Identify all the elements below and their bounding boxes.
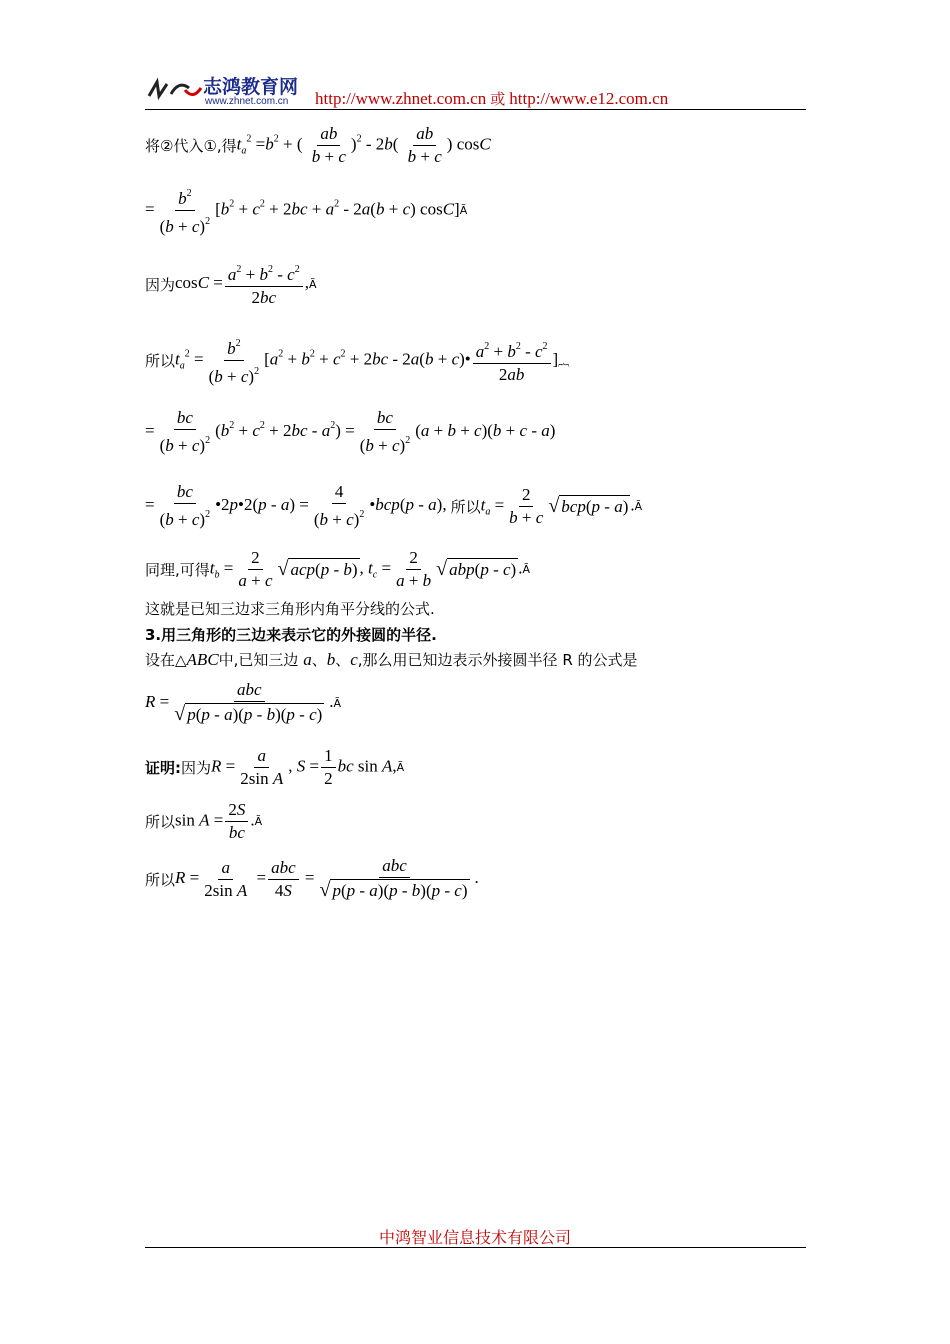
equation: R = abc √ p(p - a)(p - b)(p - c) . (145, 680, 334, 725)
equation-line-5 (145, 408, 555, 456)
text: 所以 (450, 497, 481, 516)
text: 因为 (145, 275, 176, 294)
header-rule (145, 109, 806, 110)
text: 所以 (145, 352, 176, 370)
equation-mark: Ã (634, 499, 643, 513)
equation: sin A = $\frac{2S}{bc}$ . (175, 800, 255, 842)
equation-mark: Ã (396, 761, 405, 774)
text: 所以 (145, 813, 176, 831)
equation: $t_a^2$ = $\frac{b^2}{(b + c)^2}$ [$a^2 + b^2 + c^2 + 2bc - 2a(b$ + c)• $\frac{a^2 + b^2 - c^2}{2ab}$ ] (175, 334, 558, 387)
footer-rule (145, 1247, 806, 1248)
equation: = $\frac{bc}{(b + c)^2}$ •2p•2(p - a) = $\frac{4}{(b + c)^2}$ •bcp(p - a), (145, 482, 447, 529)
logo-icon (145, 76, 205, 102)
equation-mark: ︷ (558, 354, 570, 368)
equation-line-6 (145, 482, 642, 530)
text: 因为 (181, 759, 212, 777)
equation-line-4 (145, 334, 569, 387)
header-links (315, 88, 668, 109)
logo-url: www.zhnet.com.cn (205, 96, 289, 107)
proof-line-2 (145, 800, 262, 843)
equation: cosC = $\frac{a^2 + b^2 - c^2}{2bc}$ , (175, 260, 309, 308)
equation: $t_a$ = $\frac{2}{b + c}$ √ bcp(p - a) . (480, 484, 635, 527)
link-e12[interactable]: http://www.e12.com.cn (509, 89, 669, 108)
text: 所以 (145, 870, 176, 889)
paragraph-setup: 设在△ABC中,已知三边 a、b、c,那么用已知边表示外接圆半径 R 的公式是 (145, 650, 638, 669)
equation-mark: Ã (459, 204, 468, 217)
equation: = $\frac{bc}{(b + c)^2}$ $(b^2 + c^2 + 2bc - a^2)$ = $\frac{bc}{(b + c)^2}$ (a + b + c)(b + c - a) (145, 408, 556, 455)
text: 将②代入①,得 (145, 137, 237, 155)
equation-line-r (145, 680, 341, 726)
equation: $t_a^2 =b^2$ + ( $\frac{ab}{b + c}$ )$^2$ - 2b( $\frac{ab}{b + c}$ ) cosC (236, 124, 491, 166)
equation: R = $\frac{a}{\text{2sin A}}$ , S = $\frac{1}{2}$ bc sin A, (211, 746, 397, 788)
proof-line-1 (145, 746, 404, 789)
section-heading-3: 3.用三角形的三边来表示它的外接圆的半径. (145, 626, 437, 644)
link-separator: 或 (490, 90, 506, 108)
equation: = $\frac{b^2}{(b + c)^2}$ [$b^2 + c^2 + 2bc + a^2 - 2a(b + c)$ cosC] (145, 184, 460, 237)
equation-mark: Ã (254, 815, 263, 828)
paragraph-summary: 这就是已知三边求三角形内角平分线的公式. (145, 600, 435, 618)
equation-line-2 (145, 184, 467, 237)
equation: R = $\frac{a}{\text{2sin A}}$ = $\frac{\text{abc}}{4S}$ = abc √ p(p - a)(p - b)(p - c) . (175, 856, 479, 901)
proof-line-3 (145, 856, 479, 902)
equation-line-1 (145, 124, 491, 167)
text: 同理,可得 (145, 561, 210, 579)
equation-mark: Ã (522, 563, 530, 576)
equation-mark: Ã (333, 696, 342, 710)
header (145, 70, 806, 110)
footer-company: 中鸿智业信息技术有限公司 (378, 1228, 571, 1247)
equation-line-3 (145, 260, 316, 308)
logo-text: 志鸿教育网 (203, 76, 299, 98)
equation: $t_b$ = $\frac{2}{a + c}$ √ acp(p - b) , $t_c$ = $\frac{2}{a + b}$ √ abp(p - c) . (209, 548, 523, 590)
proof-label: 证明: (145, 759, 181, 777)
link-zhnet[interactable]: http://www.zhnet.com.cn (315, 89, 487, 108)
equation-mark: Ã (308, 277, 317, 291)
equation-line-7 (145, 548, 530, 591)
